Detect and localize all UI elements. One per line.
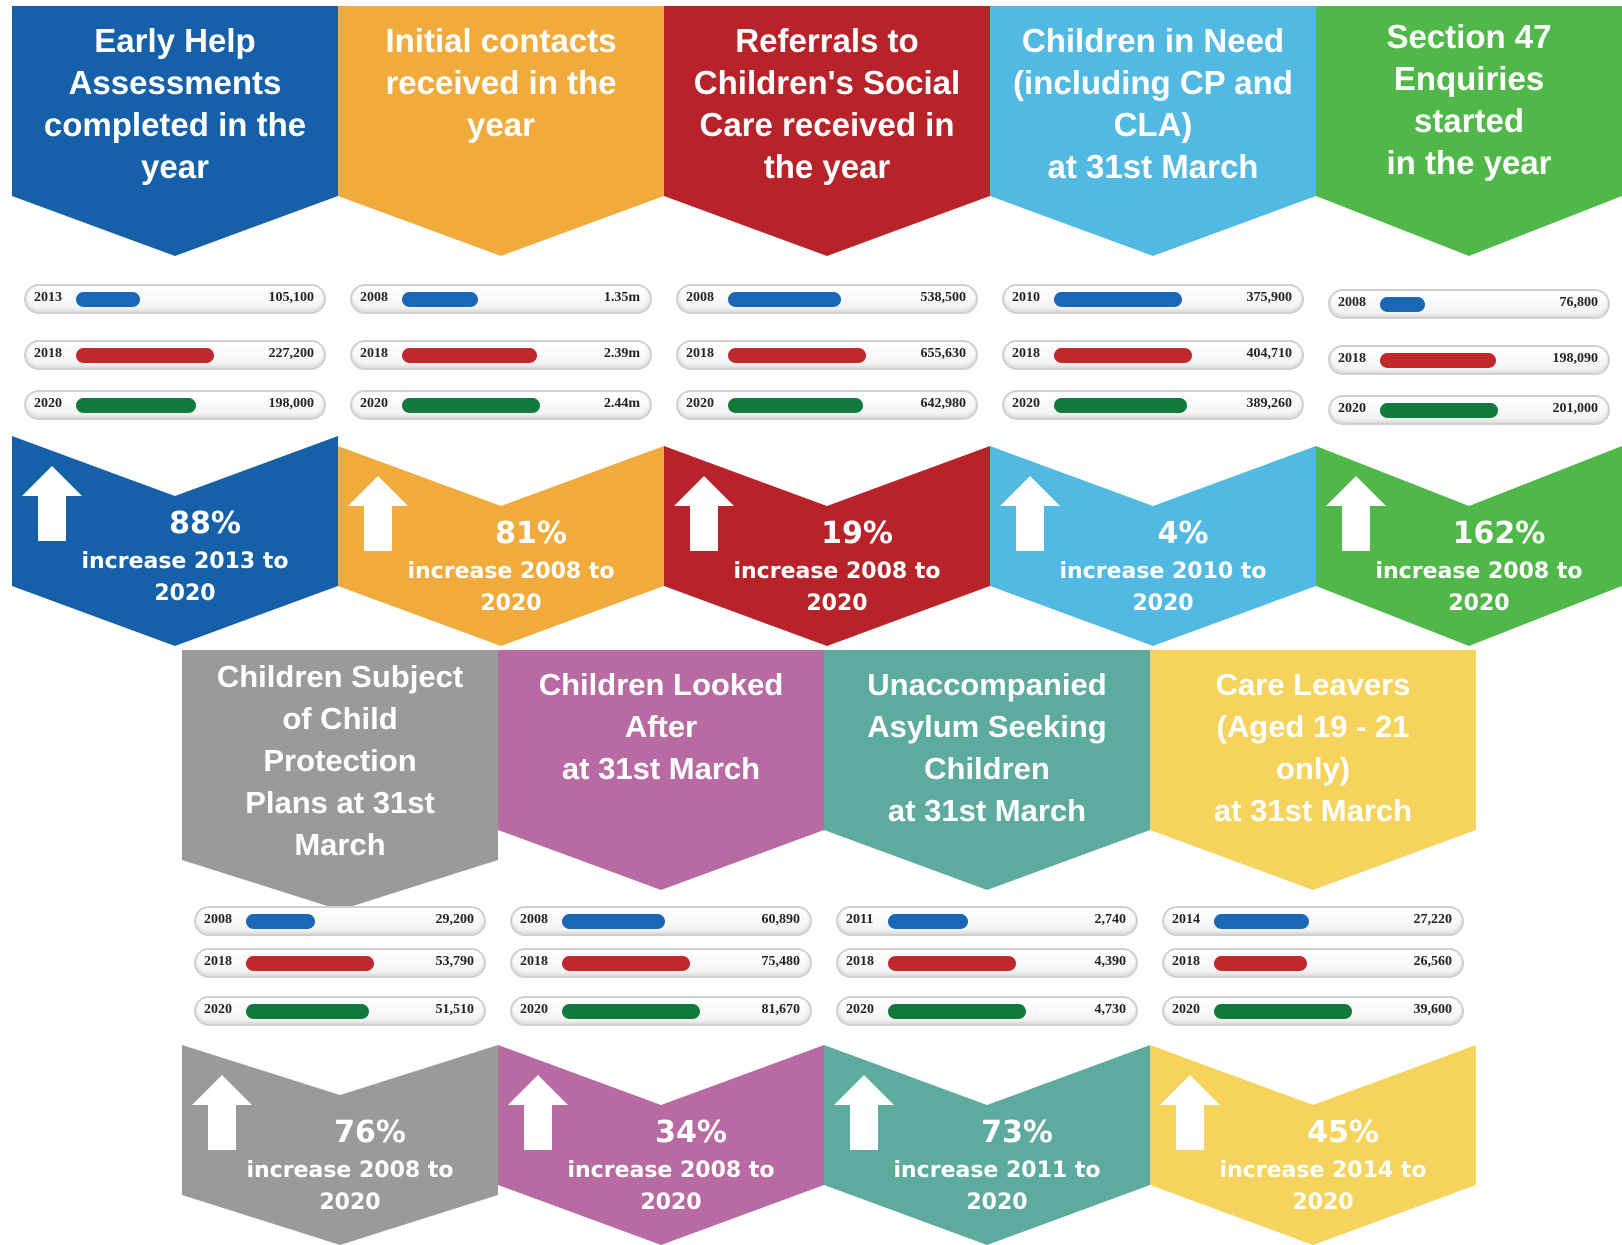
change-description: increase 2008 to (246, 1158, 454, 1183)
stat-panel (824, 650, 1150, 1245)
title-line: (Aged 19 - 21 (1216, 709, 1410, 744)
change-description: 2020 (319, 1190, 381, 1215)
bar-year-label: 2020 (686, 396, 714, 411)
change-description: 2020 (480, 591, 542, 616)
bar (728, 398, 863, 413)
bar-value-label: 642,980 (920, 396, 966, 411)
bar-row (26, 342, 324, 368)
bar (76, 292, 140, 307)
bar-value-label: 29,200 (435, 912, 474, 927)
change-percent: 34% (655, 1115, 727, 1150)
title-line: received in the (385, 64, 617, 101)
stat-panel (1316, 6, 1622, 646)
change-description: increase 2008 to (407, 559, 615, 584)
bar (76, 398, 196, 413)
change-percent: 4% (1157, 516, 1209, 551)
bar-row (26, 286, 324, 312)
bar-year-label: 2010 (1012, 290, 1040, 305)
change-percent: 19% (821, 516, 893, 551)
bar (1380, 403, 1498, 418)
bar-value-label: 389,260 (1246, 396, 1292, 411)
panel-title (996, 20, 1310, 188)
bar (1054, 348, 1192, 363)
bar-year-label: 2020 (360, 396, 388, 411)
bar-row (1004, 392, 1302, 418)
stat-panel (664, 6, 990, 646)
bar-year-label: 2020 (204, 1002, 232, 1017)
bar (562, 956, 690, 971)
title-line: Children in Need (1021, 22, 1285, 59)
title-line: March (294, 827, 386, 862)
bar-year-label: 2018 (34, 346, 62, 361)
bar (562, 914, 665, 929)
panel-title (18, 20, 332, 188)
title-line: Section 47 (1386, 18, 1552, 55)
bar-row (352, 286, 650, 312)
bar (888, 956, 1016, 971)
panel-title (830, 664, 1144, 832)
bar-row (1330, 291, 1608, 317)
bar-row (1004, 342, 1302, 368)
bar-year-label: 2013 (34, 290, 62, 305)
bar-year-label: 2008 (686, 290, 714, 305)
bar-year-label: 2018 (360, 346, 388, 361)
bar-value-label: 76,800 (1559, 295, 1598, 310)
bar-value-label: 227,200 (268, 346, 314, 361)
title-line: Children (924, 751, 1050, 786)
bar-value-label: 198,090 (1552, 351, 1598, 366)
bar (402, 292, 478, 307)
change-description: increase 2008 to (567, 1158, 775, 1183)
bar-year-label: 2018 (1012, 346, 1040, 361)
bar-row (1164, 950, 1462, 976)
change-percent: 88% (169, 506, 241, 541)
title-line: (including CP and (1013, 64, 1293, 101)
bar (76, 348, 214, 363)
bar (402, 348, 537, 363)
bar-year-label: 2011 (846, 912, 874, 927)
change-description: 2020 (966, 1190, 1028, 1215)
bar (246, 956, 374, 971)
bar (1054, 292, 1182, 307)
bar (1214, 956, 1307, 971)
title-line: started (1413, 102, 1525, 139)
bar-year-label: 2020 (34, 396, 62, 411)
bar-value-label: 53,790 (435, 954, 474, 969)
bar-value-label: 26,560 (1413, 954, 1452, 969)
bar-value-label: 538,500 (920, 290, 966, 305)
bar-row (838, 908, 1136, 934)
title-line: Enquiries (1393, 60, 1545, 97)
change-percent: 162% (1452, 516, 1546, 551)
bar-row (1004, 286, 1302, 312)
stat-panel (498, 650, 824, 1245)
bar-value-label: 375,900 (1246, 290, 1292, 305)
bar-row (838, 998, 1136, 1024)
bar-year-label: 2018 (204, 954, 232, 969)
bar-row (838, 950, 1136, 976)
bar-row (512, 950, 810, 976)
bar-year-label: 2018 (846, 954, 874, 969)
bar-year-label: 2014 (1172, 912, 1200, 927)
bar (888, 914, 968, 929)
panel-title (1322, 16, 1616, 184)
bar-row (1164, 908, 1462, 934)
bar-year-label: 2020 (520, 1002, 548, 1017)
title-line: in the year (1386, 144, 1552, 181)
bar-row (678, 392, 976, 418)
bar-row (196, 998, 484, 1024)
bar (1380, 297, 1425, 312)
change-description: 2020 (1292, 1190, 1354, 1215)
change-percent: 76% (334, 1115, 406, 1150)
bar-row (352, 392, 650, 418)
panel-title (344, 20, 658, 146)
change-description: increase 2013 to (81, 549, 289, 574)
title-line: Referrals to (735, 22, 919, 59)
bar-value-label: 404,710 (1246, 346, 1292, 361)
title-line: Children Looked (538, 667, 784, 702)
title-line: Asylum Seeking (867, 709, 1107, 744)
bar-row (512, 998, 810, 1024)
stat-panel (1150, 650, 1476, 1245)
panel-title (188, 656, 492, 866)
title-line: at 31st March (1047, 148, 1259, 185)
bar (1380, 353, 1496, 368)
bar-value-label: 51,510 (435, 1002, 474, 1017)
bar-year-label: 2008 (1338, 295, 1366, 310)
bar (562, 1004, 700, 1019)
title-line: Children Subject (216, 659, 464, 694)
bar-row (196, 950, 484, 976)
title-line: Assessments (68, 64, 282, 101)
title-line: the year (763, 148, 891, 185)
bar (728, 292, 841, 307)
bar-value-label: 655,630 (920, 346, 966, 361)
bar-value-label: 198,000 (268, 396, 314, 411)
bar-year-label: 2020 (1338, 401, 1366, 416)
bar-year-label: 2020 (1012, 396, 1040, 411)
bar-row (352, 342, 650, 368)
bar (728, 348, 866, 363)
change-description: increase 2011 to (893, 1158, 1101, 1183)
change-percent: 81% (495, 516, 567, 551)
bar-value-label: 4,730 (1094, 1002, 1126, 1017)
bar-year-label: 2018 (1338, 351, 1366, 366)
bar-value-label: 1.35m (603, 290, 640, 305)
bar-value-label: 4,390 (1094, 954, 1126, 969)
panel-title (670, 20, 984, 188)
bar-value-label: 2,740 (1094, 912, 1126, 927)
bar-row (1330, 347, 1608, 373)
bar-year-label: 2018 (520, 954, 548, 969)
bar-year-label: 2018 (1172, 954, 1200, 969)
bar (1214, 914, 1309, 929)
bar-row (678, 286, 976, 312)
bar-year-label: 2020 (846, 1002, 874, 1017)
bar (246, 914, 315, 929)
bar-year-label: 2008 (204, 912, 232, 927)
title-line: CLA) (1113, 106, 1193, 143)
bar-value-label: 2.39m (603, 346, 640, 361)
bar-row (26, 392, 324, 418)
bar-year-label: 2020 (1172, 1002, 1200, 1017)
stat-panel (338, 6, 664, 646)
bar-row (512, 908, 810, 934)
bar (246, 1004, 369, 1019)
bar-year-label: 2018 (686, 346, 714, 361)
bar-year-label: 2008 (360, 290, 388, 305)
bar-value-label: 2.44m (603, 396, 640, 411)
bar (402, 398, 540, 413)
title-line: year (467, 106, 535, 143)
bar-row (1330, 397, 1608, 423)
change-description: increase 2008 to (1375, 559, 1583, 584)
bar (1054, 398, 1187, 413)
change-description: 2020 (154, 581, 216, 606)
change-percent: 45% (1307, 1115, 1379, 1150)
title-line: Protection (263, 743, 417, 778)
title-line: Unaccompanied (867, 667, 1107, 702)
change-description: increase 2010 to (1059, 559, 1267, 584)
bar-row (1164, 998, 1462, 1024)
bar-value-label: 105,100 (268, 290, 314, 305)
bar (888, 1004, 1026, 1019)
title-line: Children's Social (693, 64, 961, 101)
bar-value-label: 201,000 (1552, 401, 1598, 416)
title-line: of Child (282, 701, 398, 736)
title-line: Care received in (699, 106, 955, 143)
change-description: 2020 (806, 591, 868, 616)
panel-title (504, 664, 818, 790)
change-description: 2020 (640, 1190, 702, 1215)
bar-value-label: 39,600 (1413, 1002, 1452, 1017)
title-line: at 31st March (887, 793, 1087, 828)
change-description: increase 2008 to (733, 559, 941, 584)
change-description: 2020 (1132, 591, 1194, 616)
bar-value-label: 81,670 (761, 1002, 800, 1017)
title-line: Care Leavers (1215, 667, 1411, 702)
title-line: year (141, 148, 209, 185)
stat-panel (12, 6, 338, 646)
title-line: at 31st March (561, 751, 761, 786)
change-percent: 73% (981, 1115, 1053, 1150)
bar-value-label: 60,890 (761, 912, 800, 927)
stat-panel (182, 650, 498, 1245)
panel-title (1156, 664, 1470, 832)
stat-panel (990, 6, 1316, 646)
title-line: Early Help (94, 22, 256, 59)
bar (1214, 1004, 1352, 1019)
change-description: 2020 (1448, 591, 1510, 616)
title-line: completed in the (43, 106, 307, 143)
bar-row (196, 908, 484, 934)
bar-value-label: 27,220 (1413, 912, 1452, 927)
title-line: at 31st March (1213, 793, 1413, 828)
title-line: Initial contacts (385, 22, 617, 59)
change-description: increase 2014 to (1219, 1158, 1427, 1183)
bar-row (678, 342, 976, 368)
bar-value-label: 75,480 (761, 954, 800, 969)
bar-year-label: 2008 (520, 912, 548, 927)
title-line: Plans at 31st (245, 785, 435, 820)
title-line: only) (1275, 751, 1351, 786)
title-line: After (624, 709, 698, 744)
